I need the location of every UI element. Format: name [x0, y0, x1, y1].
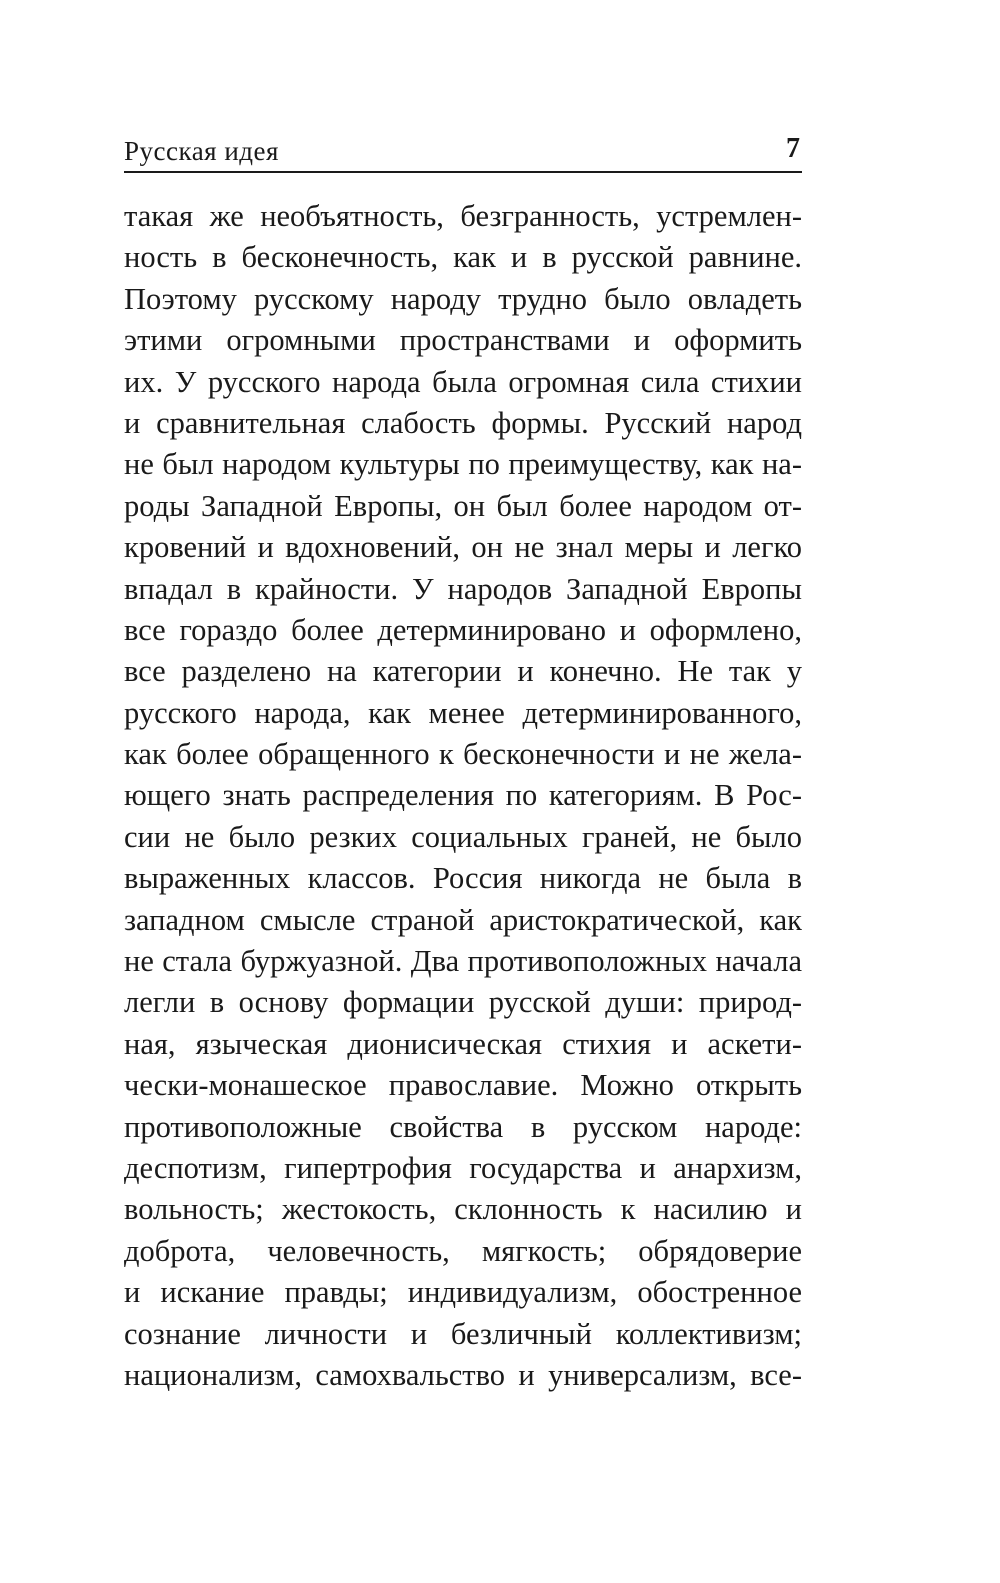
text-line: все разделено на категории и конечно. Не так у [124, 654, 802, 689]
text-line: этими огромными пространствами и оформить [124, 323, 802, 358]
text-line: все гораздо более детерминировано и оформлено, [124, 612, 802, 647]
text-line: не был народом культуры по преимуществу, как на- [124, 447, 802, 482]
text-line: кровений и вдохновений, он не знал меры и легко [124, 530, 802, 565]
text-line: чески-монашеское православие. Можно открыть [124, 1068, 802, 1103]
text-line: ность в бесконечность, как и в русской равнине. [124, 240, 802, 275]
text-line: ная, языческая дионисическая стихия и аскети- [124, 1026, 802, 1061]
text-line: не стала буржуазной. Два противоположных начала [124, 944, 802, 979]
text-line: впадал в крайности. У народов Западной Европы [124, 571, 802, 606]
text-line: выраженных классов. Россия никогда не была в [124, 861, 802, 896]
running-header [124, 132, 802, 170]
text-line: легли в основу формации русской души: природ- [124, 985, 802, 1020]
text-line: западном смысле страной аристократической, как [124, 902, 802, 937]
header-divider [124, 171, 802, 173]
text-line: ющего знать распределения по категориям. В Рос- [124, 778, 802, 813]
text-line: сознание личности и безличный коллективизм; [124, 1316, 802, 1351]
page-number: 7 [786, 133, 800, 164]
text-line: сии не было резких социальных граней, не было [124, 819, 802, 854]
text-line: деспотизм, гипертрофия государства и анархизм, [124, 1150, 802, 1185]
body-text [124, 196, 802, 1396]
text-line: доброта, человечность, мягкость; обрядоверие [124, 1233, 802, 1268]
text-line: национализм, самохвальство и универсализм, все- [124, 1357, 802, 1392]
text-line: роды Западной Европы, он был более народом от- [124, 488, 802, 523]
running-title: Русская идея [124, 136, 279, 166]
text-line: и сравнительная слабость формы. Русский народ [124, 405, 802, 440]
text-line: противоположные свойства в русском народе: [124, 1109, 802, 1144]
text-line: и искание правды; индивидуализм, обостренное [124, 1275, 802, 1310]
text-line: их. У русского народа была огромная сила стихии [124, 364, 802, 399]
text-line: вольность; жестокость, склонность к насилию и [124, 1192, 802, 1227]
text-line: такая же необъятность, безгранность, устремлен- [124, 199, 802, 233]
text-line: как более обращенного к бесконечности и не жела- [124, 737, 802, 772]
text-line: русского народа, как менее детерминированного, [124, 695, 802, 730]
text-line: Поэтому русскому народу трудно было овладеть [124, 281, 802, 316]
